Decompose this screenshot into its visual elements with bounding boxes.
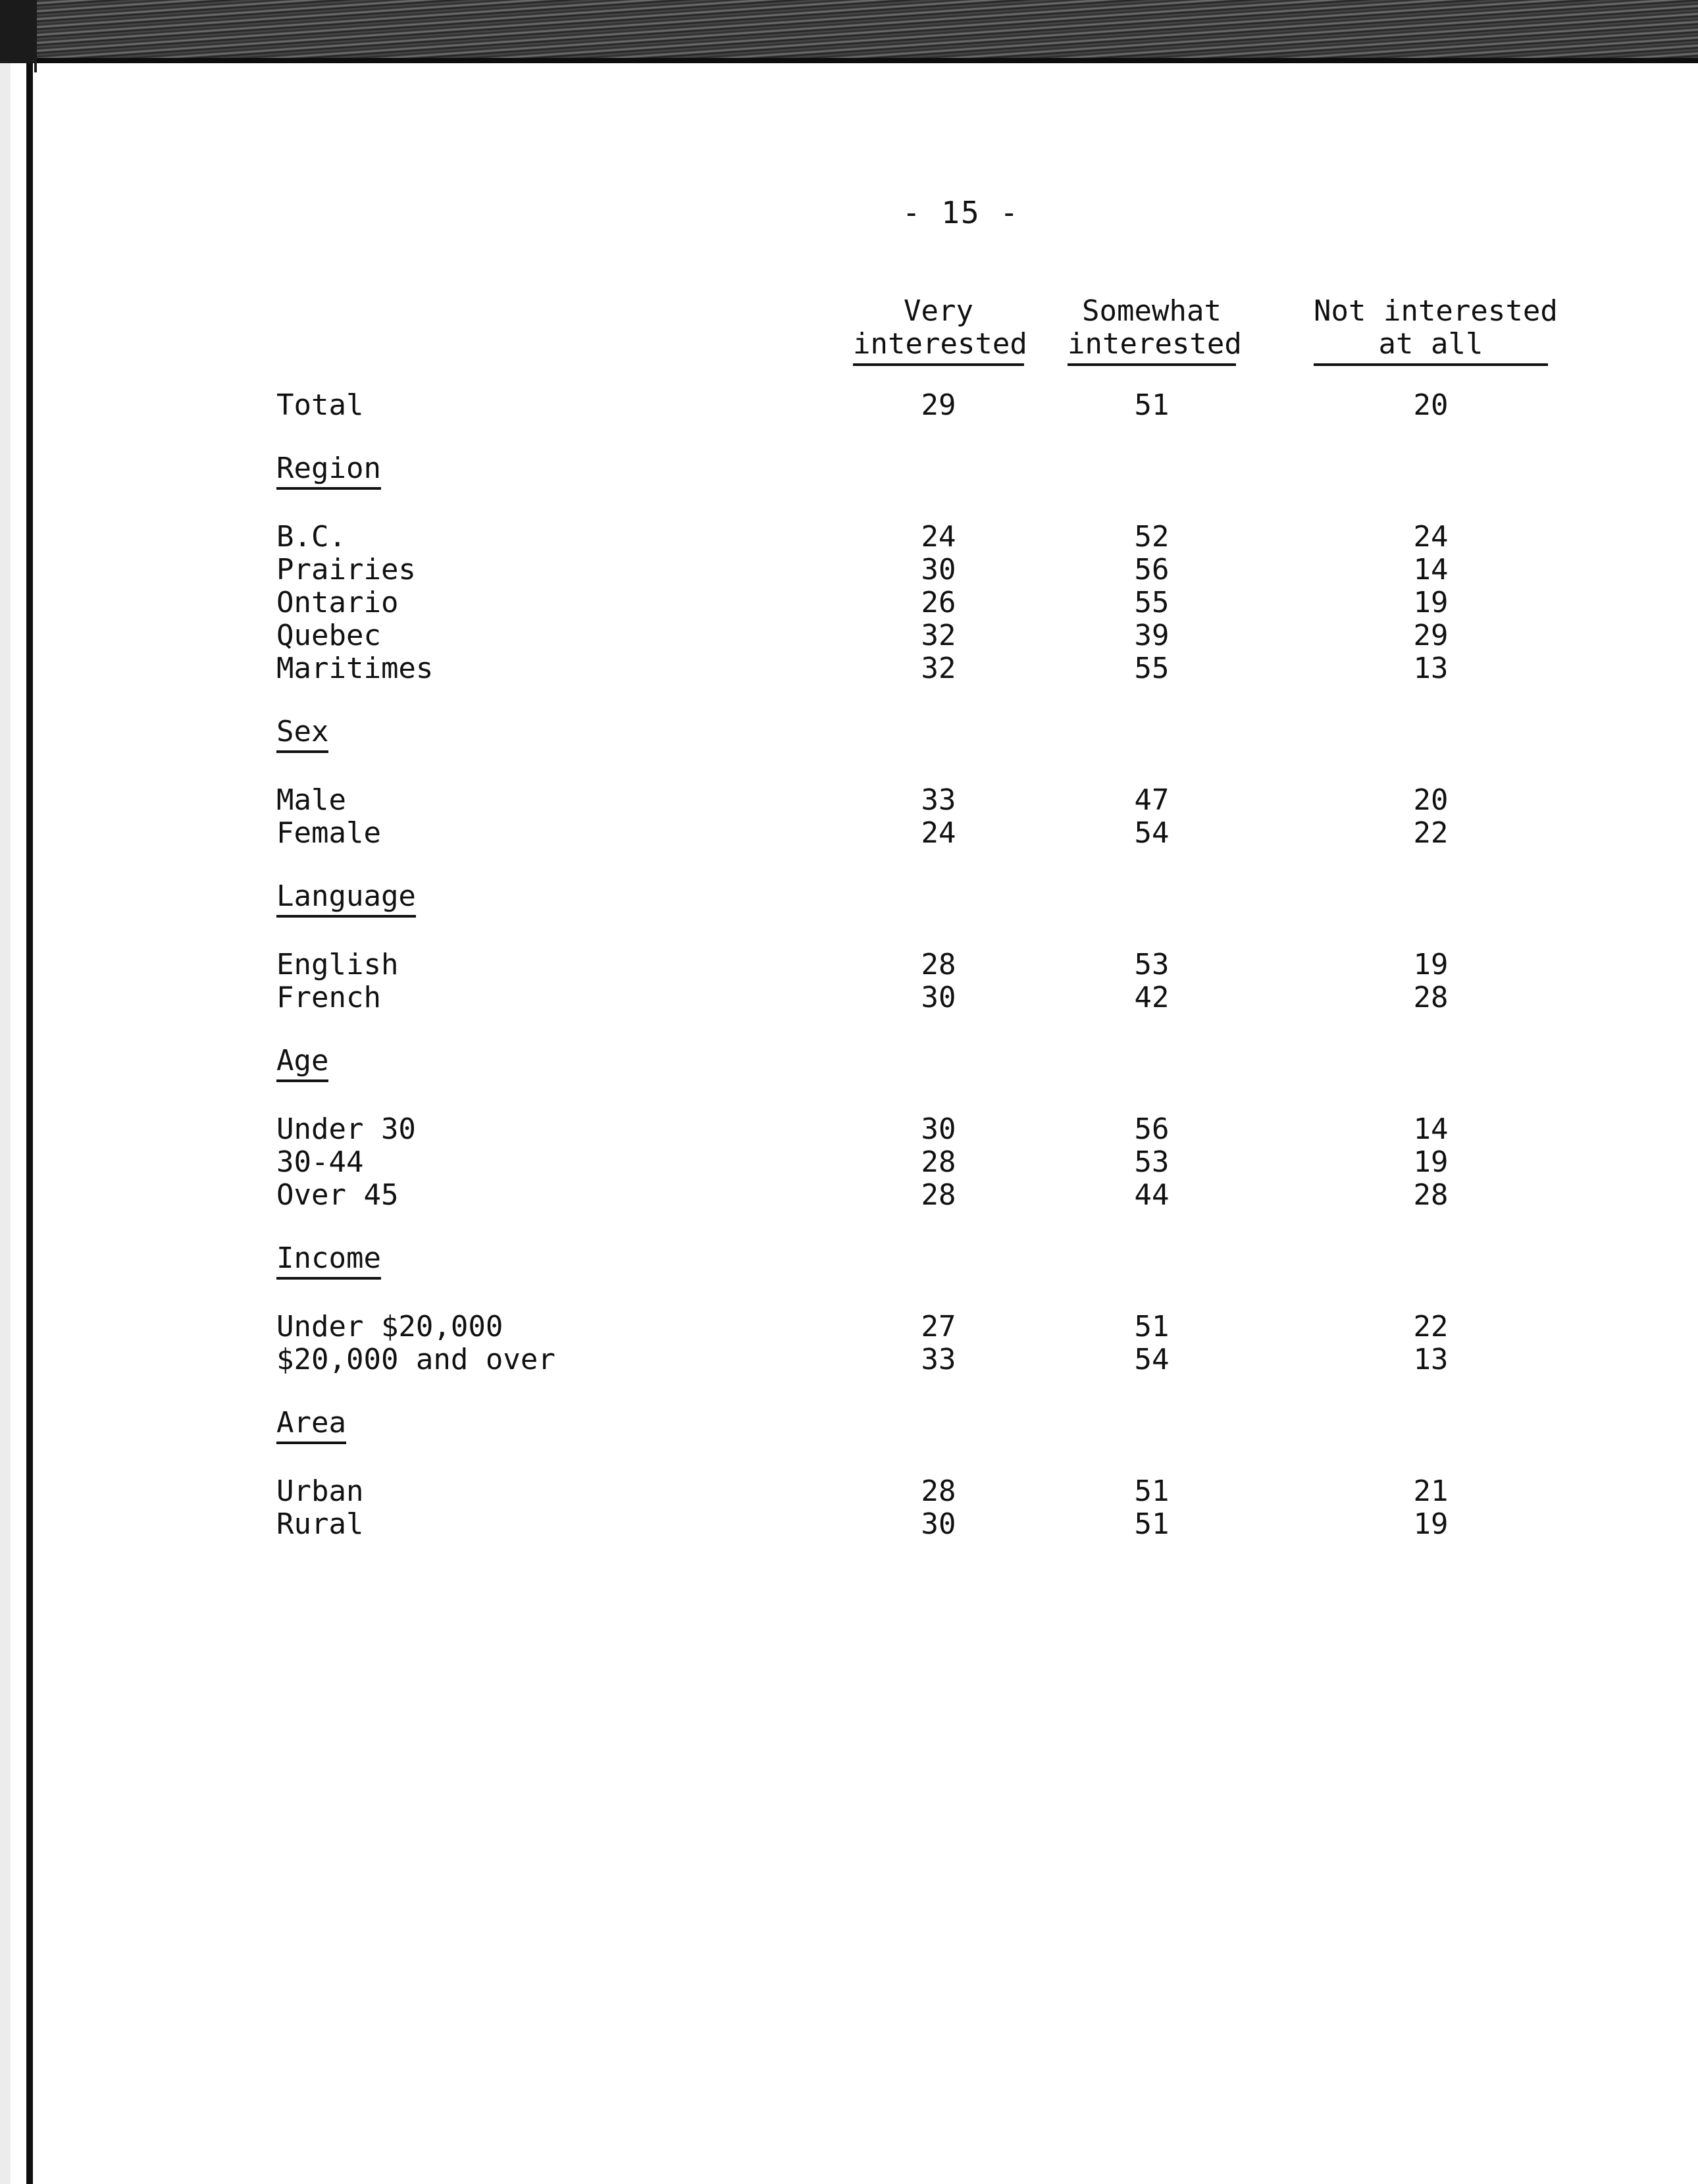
- value-very-interested: 28: [921, 1145, 956, 1179]
- value-not-interested: 13: [1413, 652, 1449, 685]
- value-somewhat-interested: 53: [1134, 948, 1170, 981]
- value-not-interested: 29: [1413, 619, 1449, 652]
- column-header-not-interested: [1314, 294, 1558, 366]
- table-row: [0, 520, 1698, 554]
- table-row: [0, 1112, 1698, 1147]
- value-somewhat-interested: 55: [1134, 652, 1170, 685]
- value-somewhat-interested: 44: [1134, 1178, 1170, 1212]
- table-row-total: [0, 388, 1698, 423]
- row-label: Rural: [276, 1507, 364, 1541]
- page-number: - 15 -: [902, 195, 1020, 230]
- row-label: Male: [276, 783, 346, 817]
- value-very-interested: 33: [921, 783, 956, 817]
- table-row: [0, 948, 1698, 982]
- value-very-interested: 32: [921, 652, 956, 685]
- section-heading-area: Area: [276, 1406, 346, 1444]
- row-label: 30-44: [276, 1145, 364, 1179]
- row-label: Urban: [276, 1474, 364, 1508]
- value-very-interested: 33: [921, 1343, 956, 1376]
- value-very-interested: 30: [921, 553, 956, 586]
- section-heading-age: Age: [276, 1044, 328, 1082]
- table-row: [0, 816, 1698, 850]
- value-not-interested: 14: [1413, 553, 1449, 586]
- table-row: [0, 619, 1698, 653]
- value-not-interested: 22: [1413, 816, 1449, 850]
- column-header-line: Not interested: [1314, 294, 1558, 328]
- column-header-line: at all: [1378, 327, 1483, 361]
- value-not-interested: 19: [1413, 586, 1449, 619]
- table-row: [0, 1145, 1698, 1180]
- value-somewhat-interested: 51: [1134, 1310, 1170, 1343]
- value-somewhat-interested: 42: [1134, 981, 1170, 1014]
- value-somewhat-interested: 53: [1134, 1145, 1170, 1179]
- value-somewhat-interested: 47: [1134, 783, 1170, 817]
- row-label: Ontario: [276, 586, 399, 619]
- section-heading-sex: Sex: [276, 715, 328, 753]
- table-row: [0, 1474, 1698, 1509]
- value-not-interested: 28: [1413, 981, 1449, 1014]
- value-somewhat-interested: 55: [1134, 586, 1170, 619]
- value-very-interested: 30: [921, 981, 956, 1014]
- row-label: Quebec: [276, 619, 381, 652]
- value-somewhat-interested: 56: [1134, 553, 1170, 586]
- value-very-interested: 28: [921, 948, 956, 981]
- column-header-line: interested: [853, 327, 1027, 361]
- column-header-line: Very: [904, 294, 973, 328]
- table-row: [0, 1310, 1698, 1344]
- row-label: Over 45: [276, 1178, 399, 1212]
- row-label: $20,000 and over: [276, 1343, 555, 1376]
- section-heading-language: Language: [276, 879, 416, 918]
- row-label: Maritimes: [276, 652, 434, 685]
- value-very-interested: 28: [921, 1178, 956, 1212]
- value-not-interested: 14: [1413, 1112, 1449, 1146]
- value-not-interested: 28: [1413, 1178, 1449, 1212]
- value-very-interested: 30: [921, 1507, 956, 1541]
- table-row: [0, 783, 1698, 818]
- value-very-interested: 27: [921, 1310, 956, 1343]
- value-somewhat-interested: 51: [1134, 1507, 1170, 1541]
- table-row: [0, 1178, 1698, 1212]
- value-not-interested: 20: [1413, 388, 1449, 422]
- value-very-interested: 29: [921, 388, 956, 422]
- column-header-very-interested: [853, 294, 1027, 366]
- value-very-interested: 26: [921, 586, 956, 619]
- value-not-interested: 24: [1413, 520, 1449, 554]
- value-somewhat-interested: 52: [1134, 520, 1170, 554]
- row-label: B.C.: [276, 520, 346, 554]
- value-not-interested: 20: [1413, 783, 1449, 817]
- value-somewhat-interested: 54: [1134, 1343, 1170, 1376]
- value-not-interested: 19: [1413, 1145, 1449, 1179]
- column-header-somewhat-interested: [1068, 294, 1242, 366]
- section-heading-region: Region: [276, 452, 381, 490]
- table-row: [0, 652, 1698, 686]
- scan-top-edge: [0, 0, 1698, 63]
- table-row: [0, 586, 1698, 620]
- value-not-interested: 19: [1413, 1507, 1449, 1541]
- value-somewhat-interested: 51: [1134, 1474, 1170, 1508]
- column-header-line: Somewhat: [1082, 294, 1222, 328]
- value-not-interested: 13: [1413, 1343, 1449, 1376]
- value-not-interested: 22: [1413, 1310, 1449, 1343]
- row-label: French: [276, 981, 381, 1014]
- scan-corner-mark: [0, 0, 37, 72]
- value-very-interested: 32: [921, 619, 956, 652]
- table-row: [0, 1507, 1698, 1542]
- value-somewhat-interested: 54: [1134, 816, 1170, 850]
- row-label: English: [276, 948, 399, 981]
- row-label: Under 30: [276, 1112, 416, 1146]
- value-very-interested: 30: [921, 1112, 956, 1146]
- value-very-interested: 24: [921, 520, 956, 554]
- value-somewhat-interested: 56: [1134, 1112, 1170, 1146]
- value-somewhat-interested: 39: [1134, 619, 1170, 652]
- table-row: [0, 1343, 1698, 1377]
- table-row: [0, 981, 1698, 1015]
- table-row: [0, 553, 1698, 587]
- value-very-interested: 24: [921, 816, 956, 850]
- value-very-interested: 28: [921, 1474, 956, 1508]
- row-label: Female: [276, 816, 381, 850]
- section-heading-income: Income: [276, 1241, 381, 1280]
- row-label: Prairies: [276, 553, 416, 586]
- value-not-interested: 19: [1413, 948, 1449, 981]
- row-label: Total: [276, 388, 364, 422]
- row-label: Under $20,000: [276, 1310, 503, 1343]
- value-not-interested: 21: [1413, 1474, 1449, 1508]
- column-header-line: interested: [1068, 327, 1242, 361]
- value-somewhat-interested: 51: [1134, 388, 1170, 422]
